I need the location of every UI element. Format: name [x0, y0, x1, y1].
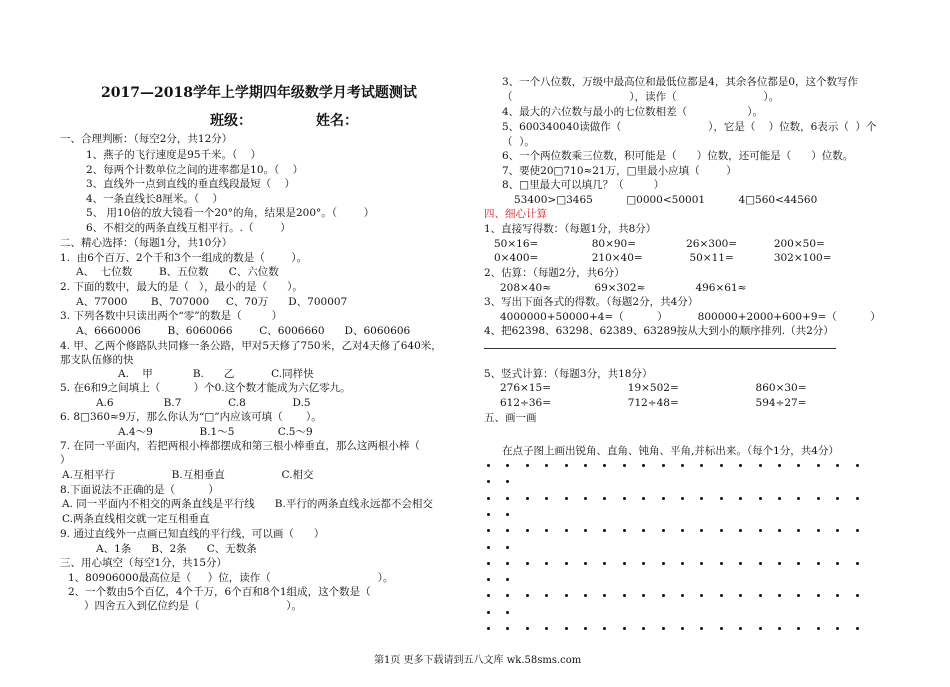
grid-dot [603, 529, 606, 532]
grid-dot [642, 497, 645, 500]
grid-dot [797, 464, 800, 467]
section-1-heading: 一、合理判断：（每空2分，共12分） [60, 133, 233, 145]
question: 3、一个八位数，万级中最高位和最低位都是4，其余各位都是0，这个数写作 [502, 76, 859, 88]
question: 4. 甲、乙两个修路队共同修一条公路，甲对5天修了750米，乙对4天修了640米， [60, 340, 442, 352]
grid-dot [526, 529, 529, 532]
grid-dot [836, 497, 839, 500]
options: A. 同一平面内不相交的两条直线是平行线 B.平行的两条直线永远都不会相交 [62, 498, 433, 510]
question: 2、估算：（每题2分，共6分） [484, 267, 625, 279]
calc-row: 276×15= 19×502= 860×30= [500, 382, 807, 394]
grid-dot [545, 627, 548, 630]
grid-dot [603, 627, 606, 630]
grid-dot [545, 594, 548, 597]
exam-title: 2017—2018学年上学期四年级数学月考试题测试 [101, 85, 417, 101]
grid-dot [739, 497, 742, 500]
grid-dot [817, 464, 820, 467]
options: A.互相平行 B.互相垂直 C.相交 [62, 469, 314, 481]
grid-dot [526, 627, 529, 630]
grid-dot [817, 529, 820, 532]
grid-dot [778, 562, 781, 565]
grid-dot [603, 562, 606, 565]
question-cont: ） [60, 454, 71, 466]
grid-dot [797, 627, 800, 630]
grid-dot [565, 627, 568, 630]
grid-dot [759, 627, 762, 630]
grid-dot [545, 497, 548, 500]
question-cont: ）四舍五入到亿位约是（ ）。 [84, 600, 303, 612]
grid-dot [856, 562, 859, 565]
grid-dot [487, 594, 490, 597]
grid-dot [506, 464, 509, 467]
grid-dot [487, 546, 490, 549]
grid-dot [584, 562, 587, 565]
grid-dot [700, 529, 703, 532]
grid-dot [720, 497, 723, 500]
grid-dot [487, 464, 490, 467]
name-label: 姓名： [316, 113, 358, 129]
question-cont: （ ），读作（ ）。 [502, 91, 780, 103]
calc-row: 208×40≈ 69×302≈ 496×61≈ [500, 282, 747, 294]
grid-dot [797, 594, 800, 597]
grid-dot [681, 594, 684, 597]
grid-dot [565, 594, 568, 597]
grid-dot [778, 529, 781, 532]
grid-dot [817, 594, 820, 597]
question: 2、一个数由5个百亿，4个千万，6个百和8个1组成，这个数是（ [68, 586, 371, 598]
grid-dot [526, 464, 529, 467]
grid-dot [681, 497, 684, 500]
grid-dot [487, 578, 490, 581]
grid-dot [681, 627, 684, 630]
grid-dot [506, 611, 509, 614]
grid-dot [700, 594, 703, 597]
grid-dot [642, 594, 645, 597]
grid-dot [836, 627, 839, 630]
grid-dot [797, 562, 800, 565]
question: 5、600340040读做作（ ），它是（ ）位数，6表示（ ）个 [502, 121, 877, 133]
grid-dot [797, 529, 800, 532]
grid-dot [584, 594, 587, 597]
question: 1. 由6个百万、2个千和3个一组成的数是（ ）。 [60, 252, 308, 264]
grid-dot [759, 529, 762, 532]
grid-dot [526, 497, 529, 500]
grid-dot [506, 513, 509, 516]
section-3-heading: 三、用心填空（每空1分，共15分） [60, 557, 228, 569]
grid-dot [487, 562, 490, 565]
grid-dot [506, 546, 509, 549]
question: 6、一个两位数乘三位数，积可能是（ ）位数，还可能是（ ）位数。 [502, 150, 854, 162]
grid-dot [681, 562, 684, 565]
grid-dot [584, 464, 587, 467]
options: A. 甲 B. 乙 C.同样快 [118, 368, 314, 380]
grid-dot [623, 562, 626, 565]
grid-dot [720, 594, 723, 597]
question: 2、每两个计数单位之间的进率都是10。（ ） [86, 164, 304, 176]
grid-dot [603, 497, 606, 500]
grid-dot [506, 594, 509, 597]
calc-row: 50×16= 80×90= 26×300= 200×50= [494, 238, 825, 250]
question: 3. 下列各数中只读出两个“零”的数是（ ） [60, 310, 283, 322]
grid-dot [506, 480, 509, 483]
grid-dot [662, 464, 665, 467]
grid-dot [856, 529, 859, 532]
grid-dot [545, 464, 548, 467]
grid-dot [565, 497, 568, 500]
grid-dot [565, 464, 568, 467]
grid-dot [836, 562, 839, 565]
grid-dot [603, 464, 606, 467]
grid-dot [797, 497, 800, 500]
grid-dot [681, 464, 684, 467]
grid-dot [487, 529, 490, 532]
question: 5、 用10倍的放大镜看一个20°的角，结果是200°。（ ） [86, 207, 375, 219]
grid-dot [662, 497, 665, 500]
calc-row: 4000000+50000+4=（ ） 800000+2000+600+9=（ ） [500, 311, 881, 323]
grid-dot [856, 497, 859, 500]
grid-dot [681, 529, 684, 532]
grid-dot [506, 627, 509, 630]
question: 3、写出下面各式的得数。（每题2分，共4分） [484, 296, 699, 308]
grid-dot [487, 480, 490, 483]
grid-dot [623, 627, 626, 630]
grid-dot [856, 627, 859, 630]
page-footer: 第1页 更多下载请到五八文库 wk.58sms.com [374, 655, 582, 666]
grid-dot [526, 562, 529, 565]
grid-dot [739, 627, 742, 630]
grid-dot [506, 529, 509, 532]
grid-dot [759, 594, 762, 597]
question: 4、把62398、63298、62389、63289按从大到小的顺序排列.（共2分） [484, 325, 834, 337]
options: A、6660006 B、6060066 C、6006660 D、6060606 [76, 325, 411, 337]
options: A.4～9 B.1～5 C.5～9 [118, 426, 313, 438]
grid-dot [739, 594, 742, 597]
grid-dot [662, 594, 665, 597]
grid-dot [662, 627, 665, 630]
grid-dot [817, 497, 820, 500]
grid-dot [623, 594, 626, 597]
options: 53400>□3465 □0000<50001 4□560<44560 [514, 194, 818, 206]
question: 8.下面说法不正确的是（ ） [60, 484, 219, 496]
grid-dot [778, 464, 781, 467]
question: 1、直接写得数：（每题1分，共8分） [484, 223, 657, 235]
grid-dot [836, 529, 839, 532]
question: 1、燕子的飞行速度是95千米。（ ） [86, 149, 262, 161]
grid-dot [565, 562, 568, 565]
question: 5. 在6和9之间填上（ ）个0.这个数才能成为六亿零九。 [60, 382, 351, 394]
question: 4、一条直线长8厘米。（ ） [86, 193, 223, 205]
grid-dot [506, 562, 509, 565]
grid-dot [642, 464, 645, 467]
section-5-heading: 五、画一画 [484, 412, 537, 424]
question-cont: （ ）。 [502, 136, 535, 148]
question: 在点子图上画出锐角、直角、钝角、平角,并标出来。（每个1分，共4分） [502, 445, 839, 457]
question: 1、80906000最高位是（ ）位，读作（ ）。 [68, 572, 394, 584]
question: 8、□里最大可以填几？（ ） [502, 179, 665, 191]
grid-dot [700, 627, 703, 630]
grid-dot [778, 497, 781, 500]
grid-dot [720, 627, 723, 630]
grid-dot [545, 562, 548, 565]
grid-dot [739, 562, 742, 565]
grid-dot [817, 562, 820, 565]
grid-dot [623, 529, 626, 532]
question: 6. 8□360≈9万，那么你认为“□”内应该可填（ ）。 [60, 411, 322, 423]
grid-dot [720, 562, 723, 565]
grid-dot [506, 578, 509, 581]
grid-dot [487, 627, 490, 630]
grid-dot [584, 497, 587, 500]
grid-dot [642, 627, 645, 630]
grid-dot [700, 464, 703, 467]
question: 5、竖式计算：（每题3分，共18分） [484, 368, 653, 380]
grid-dot [759, 464, 762, 467]
options: A、 七位数 B、五位数 C、六位数 [76, 266, 279, 278]
grid-dot [642, 562, 645, 565]
question: 6、不相交的两条直线互相平行。.（ ） [86, 222, 291, 234]
options: A、77000 B、707000 C、70万 D、700007 [76, 296, 348, 308]
question: 4、最大的六位数与最小的七位数相差（ ）。 [502, 106, 764, 118]
question: 7. 在同一平面内，若把两根小棒都摆成和第三根小棒垂直，那么这两根小棒（ [60, 440, 420, 452]
grid-dot [565, 529, 568, 532]
grid-dot [700, 497, 703, 500]
grid-dot [545, 529, 548, 532]
grid-dot [856, 464, 859, 467]
calc-row: 612÷36= 712÷48= 594÷27= [500, 397, 807, 409]
grid-dot [584, 529, 587, 532]
grid-dot [603, 594, 606, 597]
options: A.6 B.7 C.8 D.5 [96, 397, 311, 409]
answer-line [484, 348, 836, 349]
grid-dot [817, 627, 820, 630]
grid-dot [778, 627, 781, 630]
grid-dot [700, 562, 703, 565]
grid-dot [739, 529, 742, 532]
grid-dot [623, 464, 626, 467]
calc-row: 0×400= 210×40= 50×11= 302×100= [494, 252, 832, 264]
grid-dot [739, 464, 742, 467]
grid-dot [778, 594, 781, 597]
grid-dot [487, 497, 490, 500]
grid-dot [836, 464, 839, 467]
question-cont: 那支队伍修的快 [60, 354, 134, 366]
grid-dot [506, 497, 509, 500]
grid-dot [487, 513, 490, 516]
grid-dot [856, 594, 859, 597]
grid-dot [623, 497, 626, 500]
grid-dot [759, 562, 762, 565]
class-label: 班级： [210, 113, 252, 129]
grid-dot [642, 529, 645, 532]
grid-dot [662, 562, 665, 565]
options: C.两条直线相交就一定互相垂直 [62, 513, 210, 525]
question: 2. 下面的数中，最大的是（ ），最小的是（ ）。 [60, 281, 303, 293]
question: 9. 通过直线外一点画已知直线的平行线，可以画（ ） [60, 528, 325, 540]
grid-dot [720, 529, 723, 532]
question: 7、要使20□710≈21万，□里最小应填（ ） [502, 165, 737, 177]
grid-dot [836, 594, 839, 597]
grid-dot [759, 497, 762, 500]
grid-dot [662, 529, 665, 532]
grid-dot [487, 611, 490, 614]
section-2-heading: 二、精心选择：（每题1分，共10分） [60, 237, 233, 249]
grid-dot [584, 627, 587, 630]
section-4-heading: 四、细心计算 [484, 208, 547, 220]
question: 3、直线外一点到直线的垂直线段最短（ ） [86, 178, 296, 190]
grid-dot [526, 594, 529, 597]
options: A、1条 B、2条 C、无数条 [96, 543, 257, 555]
grid-dot [720, 464, 723, 467]
